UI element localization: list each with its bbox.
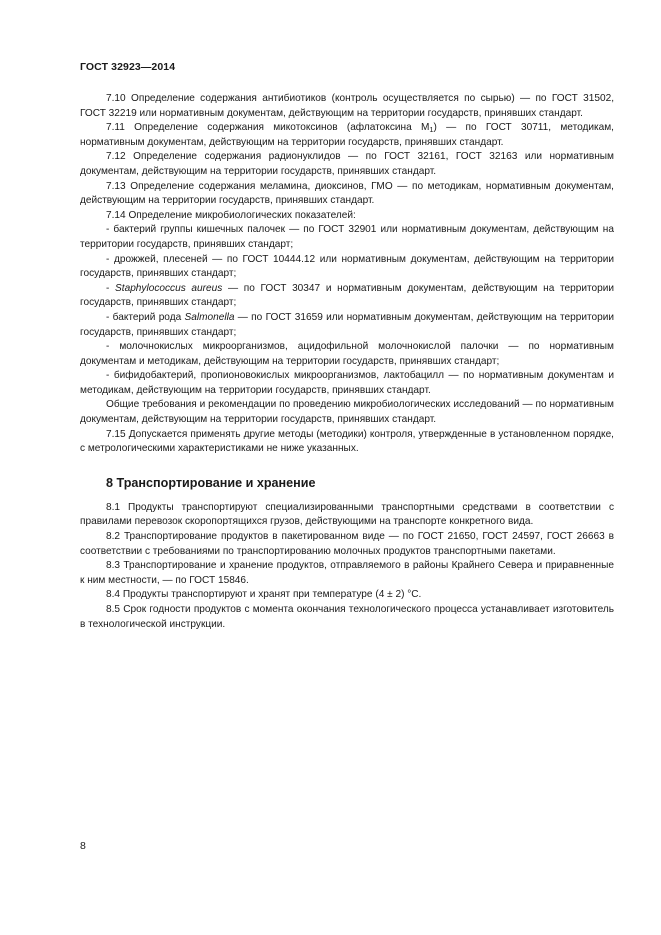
paragraph-7-15: 7.15 Допускается применять другие методы (методики) контроля, утвержденные в установленном порядке, с метрологическими характеристиками не ниже указанных.	[80, 428, 614, 455]
section-heading-8: 8 Транспортирование и хранение	[106, 475, 316, 490]
paragraph-8-4: 8.4 Продукты транспортируют и хранят при температуре (4 ± 2) °С.	[106, 589, 422, 601]
list-item-salmonella: - бактерий рода Salmonella — по ГОСТ 31659 или нормативным документам, действующим на территории государств, принявших стандарт;	[80, 311, 614, 338]
paragraph-8-3: 8.3 Транспортирование и хранение продуктов, отправляемого в районы Крайнего Севера и приравненные к ним местности, — по ГОСТ 15846.	[80, 560, 614, 586]
subscript-m1: 1	[429, 125, 434, 135]
list-item-staphylococcus: - Staphylococcus aureus — по ГОСТ 30347 и нормативным документам, действующим на территории государств, принявших стандарт;	[80, 282, 614, 309]
list-item-lactic: - молочнокислых микроорганизмов, ацидофильной молочнокислой палочки — по нормативным документам и методикам, действующим на территории государств, принявших стандарт;	[80, 341, 614, 367]
paragraph-7-14: 7.14 Определение микробиологических показателей:	[106, 209, 356, 221]
paragraph-8-1: 8.1 Продукты транспортируют специализированными транспортными средствами в соответствии с правилами перевозок скоропортящихся грузов, действующими на транспорте конкретного вида.	[80, 501, 614, 528]
page-number: 8	[80, 840, 86, 852]
list-item-bifido: - бифидобактерий, пропионовокислых микроорганизмов, лактобацилл — по нормативным документам и методикам, действующим на территории государств, принявших стандарт.	[80, 370, 614, 396]
list-item-coliform: - бактерий группы кишечных палочек — по ГОСТ 32901 или нормативным документам, действующим на территории государств, принявших стандарт;	[80, 224, 614, 250]
paragraph-8-2: 8.2 Транспортирование продуктов в пакетированном виде — по ГОСТ 21650, ГОСТ 24597, ГОСТ 26663 в соответствии с требованиями по транспортированию молочных продуктов транспортными пакетами.	[80, 531, 614, 557]
paragraph-8-5: 8.5 Срок годности продуктов с момента окончания технологического процесса устанавливает изготовитель в технологической инструкции.	[80, 604, 614, 630]
paragraph-7-12: 7.12 Определение содержания радионуклидов — по ГОСТ 32161, ГОСТ 32163 или нормативным документам, действующим на территории государств, принявших стандарт.	[80, 151, 614, 177]
document-header: ГОСТ 32923—2014	[80, 61, 176, 73]
paragraph-general-requirements: Общие требования и рекомендации по проведению микробиологических исследований — по нормативным документам, действующим на территории государств, принявших стандарт.	[80, 399, 614, 426]
list-item-yeast-mold: - дрожжей, плесеней — по ГОСТ 10444.12 или нормативным документам, действующим на территории государств, принявших стандарт;	[80, 253, 614, 280]
page-content	[80, 92, 614, 632]
paragraph-7-13: 7.13 Определение содержания меламина, диоксинов, ГМО — по методикам, нормативным документам, действующим на территории государств, принявших стандарт.	[80, 180, 614, 207]
paragraph-7-10: 7.10 Определение содержания антибиотиков (контроль осуществляется по сырью) — по ГОСТ 31502, ГОСТ 32219 или нормативным документам, действующим на территории государств, принявших стандарт.	[80, 93, 614, 119]
paragraph-7-11: 7.11 Определение содержания микотоксинов (афлатоксина $M_1$) — по ГОСТ 30711, методикам, нормативным документам, действующим на территории государств, принявших стандарт.	[80, 122, 614, 148]
